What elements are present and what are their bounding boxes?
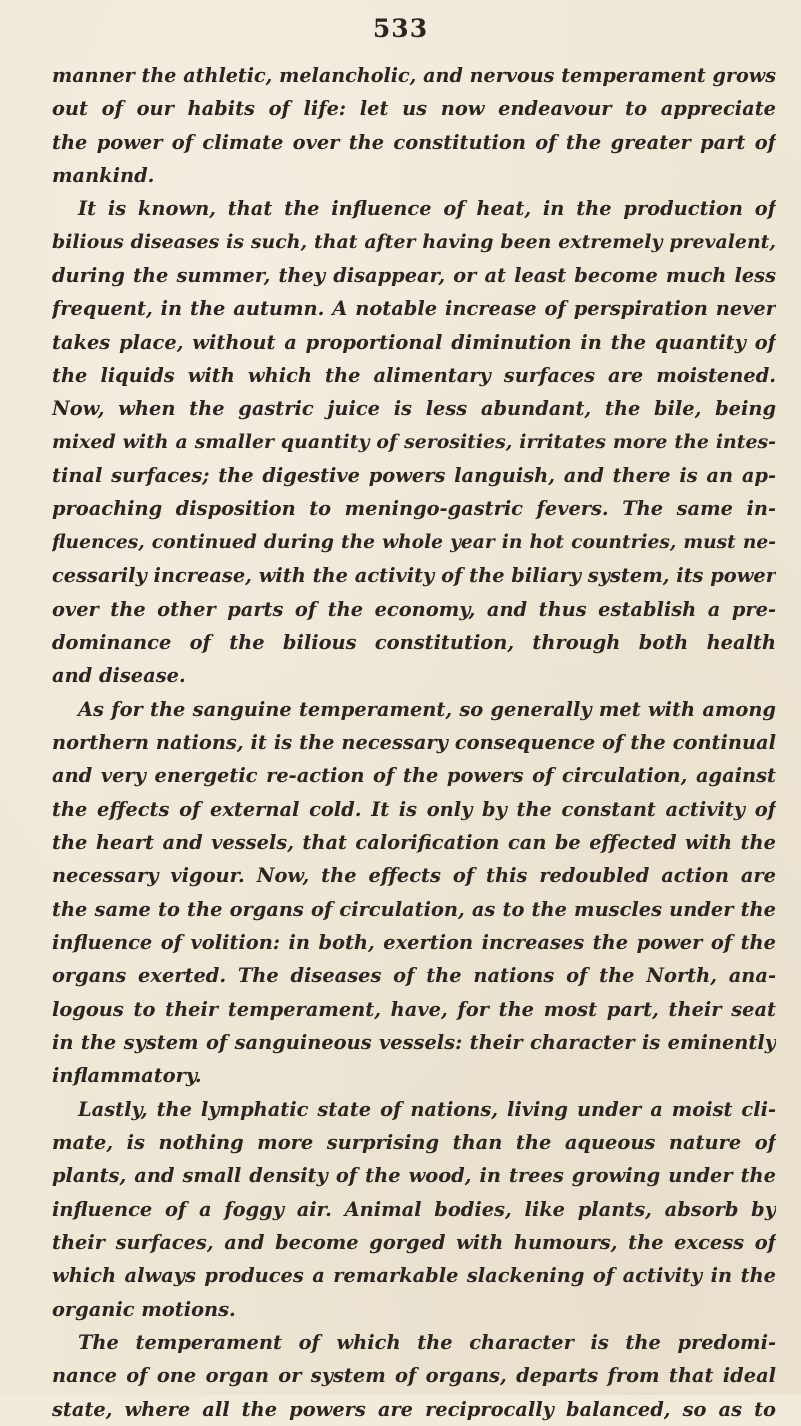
text-line: organs exerted. The diseases of the nations of the North, ana-	[52, 964, 776, 988]
text-line: manner the athletic, melancholic, and nervous temperament grows	[52, 64, 776, 87]
text-line: the power of climate over the constitution of the greater part of	[52, 130, 776, 154]
text-line: logous to their temperament, have, for the most part, their seat	[52, 997, 776, 1021]
text-line: Now, when the gastric juice is less abundant, the bile, being	[52, 397, 776, 421]
text-line: nance of one organ or system of organs, departs from that ideal	[52, 1364, 776, 1388]
text-line: influence of a foggy air. Animal bodies, like plants, absorb by	[52, 1197, 776, 1221]
text-line: takes place, without a proportional diminution in the quantity of	[52, 330, 776, 354]
text-line: plants, and small density of the wood, in trees growing under the	[52, 1164, 776, 1188]
text-line: fluences, continued during the whole year in hot countries, must ne-	[52, 530, 776, 553]
text-line: influence of volition: in both, exertion increases the power of the	[52, 930, 776, 954]
text-line: their surfaces, and become gorged with humours, the excess of	[52, 1231, 776, 1255]
text-line: and disease.	[52, 664, 186, 688]
text-line: It is known, that the influence of heat, in the production of	[78, 197, 776, 221]
text-line: out of our habits of life: let us now endeavour to appreciate	[52, 97, 776, 121]
text-line: the liquids with which the alimentary surfaces are moistened.	[52, 364, 776, 388]
text-line: in the system of sanguineous vessels: their character is eminently	[52, 1030, 776, 1054]
text-line: bilious diseases is such, that after having been extremely prevalent,	[52, 230, 776, 253]
page-number: 533	[372, 14, 429, 43]
text-line: dominance of the bilious constitution, through both health	[52, 630, 776, 654]
text-line: the effects of external cold. It is only by the constant activity of	[52, 797, 776, 821]
text-line: frequent, in the autumn. A notable increase of perspiration never	[52, 297, 776, 321]
text-line: inflammatory.	[52, 1064, 202, 1088]
text-line: northern nations, it is the necessary consequence of the continual	[52, 730, 776, 754]
text-line: cessarily increase, with the activity of the biliary system, its power	[52, 564, 776, 588]
text-line: state, where all the powers are reciprocally balanced, so as to	[52, 1397, 776, 1421]
text-line: mate, is nothing more surprising than the aqueous nature of	[52, 1131, 776, 1154]
text-line: and very energetic re-action of the powers of circulation, against	[52, 764, 776, 788]
text-line: The temperament of which the character is the predomi-	[78, 1331, 776, 1355]
text-line: which always produces a remarkable slackening of activity in the	[52, 1264, 776, 1288]
text-line: necessary vigour. Now, the effects of this redoubled action are	[52, 864, 776, 888]
text-line: during the summer, they disappear, or at least become much less	[52, 264, 776, 288]
text-line: mankind.	[52, 164, 155, 188]
text-line: over the other parts of the economy, and thus establish a pre-	[52, 597, 776, 621]
text-line: As for the sanguine temperament, so generally met with among	[78, 697, 776, 721]
text-line: proaching disposition to meningo-gastric fevers. The same in-	[52, 497, 776, 521]
text-line: tinal surfaces; the digestive powers languish, and there is an ap-	[52, 464, 776, 488]
text-line: the heart and vessels, that calorification can be effected with the	[52, 830, 776, 854]
text-line: organic motions.	[52, 1297, 236, 1321]
body-text	[52, 59, 776, 1426]
text-line: mixed with a smaller quantity of serosities, irritates more the intes-	[52, 430, 776, 453]
text-line: the same to the organs of circulation, as to the muscles under the	[52, 897, 776, 921]
text-line: Lastly, the lymphatic state of nations, living under a moist cli-	[78, 1097, 776, 1121]
